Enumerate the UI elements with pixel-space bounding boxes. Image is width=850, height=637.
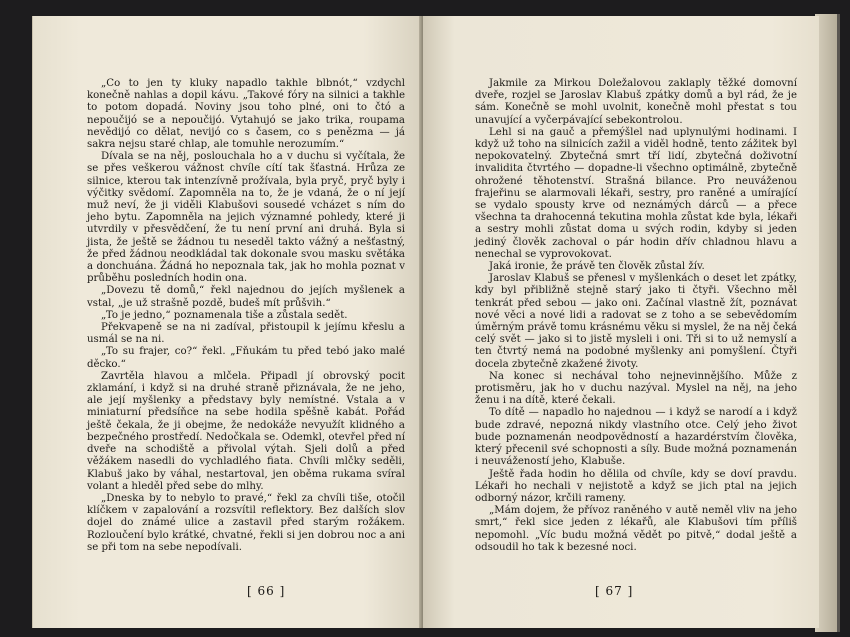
- page-number-left: [ 66 ]: [247, 584, 286, 598]
- paragraph: „To je jedno,“ poznamenala tiše a zůstala sedět.: [101, 309, 348, 321]
- paragraph: Jakmile za Mirkou Doležalovou zaklaply těžké domovní dveře, rozjel se Jaroslav Klabuš zpátky domů a byl rád, že je sám. Konečně se mohl uvolnit, konečně mohl přestat s tou unavující a vyčerpávající sebekontrolou.: [475, 78, 797, 126]
- right-page-text: [475, 78, 797, 554]
- paragraph: Lehl si na gauč a přemýšlel nad uplynulými hodinami. I když už toho na silnicích zažil a viděl hodně, tento zážitek byl nepokovatelný. Zbytečná smrt tří lidí, zbytečná doživotní invalidita čtvrtého — dopadne-li všechno optimálně, zbytečně ohrožené těhotenství. Strašná bilance. Pro neuváženou frajeřinu se alarmovali lékaři, sestry, pro raněné a umírající se vydalo spousty krve od neznámých dárců — a přece všechna ta drahocenná tekutina mohla zůstat kde byla, lékaři a sestry mohli zůstat doma u svých rodin, kdyby si jeden jediný člověk zachoval o pár hodin dřív chladnou hlavu a nenechal se vyprovokovat.: [475, 126, 797, 260]
- paragraph: „Mám dojem, že přívoz raněného v autě neměl vliv na jeho smrt,“ řekl sice jeden z lékařů, ale Klabušovi tím příliš nepomohl. „Víc budu možná vědět po pitvě,“ dodal ještě a odsoudil ho tak k bezesné noci.: [475, 505, 797, 553]
- paragraph: Jaroslav Klabuš se přenesl v myšlenkách o deset let zpátky, kdy byl přibližně stejně starý jako ti čtyři. Všechno měl tenkrát před sebou — jako oni. Začínal vlastně žít, poznávat nové věci a nové lidi a radovat se z toho a se sebevědomím úměrným právě tomu krásnému věku si myslel, že na něj čeká celý svět — jako si to jistě mysleli i oni. Tři si to už nemyslí a ten čtvrtý nemá na podobné myšlenky ani pomyšlení. Čtyři docela zbytečně zkažené životy.: [475, 273, 797, 370]
- page-number-right: [ 67 ]: [595, 584, 634, 598]
- paragraph: Jaká ironie, že právě ten člověk zůstal žív.: [489, 261, 705, 273]
- paragraph: „Co to jen ty kluky napadlo takhle blbnót,“ vzdychl konečně nahlas a dopil kávu. „Takové fóry na silnici a takhle to potom dopadá. Noviny jsou toho plné, oni to čtó a nepoučijó se a nepoučijó. Vytahujó se jako trika, roupama nevědijó co dělat, nevijó co s časem, co s penězma — já sakra nejsu staré chlap, ale tomuhle nerozumím.“: [87, 78, 405, 151]
- left-page-text: [87, 78, 405, 554]
- paragraph: Překvapeně se na ni zadíval, přistoupil k jejímu křeslu a usmál se na ni.: [87, 322, 405, 346]
- paragraph: Dívala se na něj, poslouchala ho a v duchu si vyčítala, že se přes veškerou vážnost chvíle cítí tak šťastná. Hrůza ze silnice, kterou tak intenzívně prožívala, byla pryč, pryč byly i výčitky svědomí. Zapomněla na to, že je vdaná, že o ní její muž neví, že ji viděli Klabušovi sousedé vcházet s ním do jeho bytu. Zapomněla na jejich významné pohledy, které ji utvrdily v přesvědčení, že tu není první ani druhá. Byla si jista, že ještě se žádnou tu neseděl takto vážný a nešťastný, že před žádnou neodkládal tak dokonale svou masku světáka a donchuána. Žádná ho nepoznala tak, jak ho mohla poznat v průběhu posledních hodin ona.: [87, 151, 405, 285]
- paragraph: Na konec si nechával toho nejnevinnějšího. Může z protisměru, jak ho v duchu nazýval. Myslel na něj, na jeho ženu i na dítě, které čekali.: [475, 370, 797, 407]
- right-page: [423, 16, 819, 628]
- paragraph: „Dovezu tě domů,“ řekl najednou do jejích myšlenek a vstal, „je už strašně pozdě, budeš mít průšvih.“: [87, 285, 405, 309]
- left-page: [32, 16, 422, 628]
- paragraph: Ještě řada hodin ho dělila od chvíle, kdy se doví pravdu. Lékaři ho nechali v nejistotě a když se jich ptal na jejich odborný názor, krčili rameny.: [475, 468, 797, 504]
- paragraph: „Dneska by to nebylo to pravé,“ řekl za chvíli tiše, otočil klíčkem v zapalování a rozsvítil reflektory. Bez dalších slov dojel do známé ulice a zastavil před starým rožákem. Rozloučení bylo krátké, chvatné, řekli si jen dobrou noc a ani se při tom na sebe nepodívali.: [87, 492, 405, 553]
- paragraph: To dítě — napadlo ho najednou — i když se narodí a i když bude zdravé, nepozná nikdy vlastního otce. Celý jeho život bude poznamenán neodpovědností a hazardérstvím člověka, který přecenil své schopnosti a síly. Bude možná poznamenán i neuvážeností jeho, Klabuše.: [475, 407, 797, 468]
- paragraph: Zavrtěla hlavou a mlčela. Připadl jí obrovský pocit zklamání, i když si na druhé straně přiznávala, že ne jeho, ale její myšlenky a představy byly nemístné. Vstala a v miniaturní předsíňce na sebe hodila spěšně kabát. Pořád ještě čekala, že ji obejme, že nedokáže nevyužít klidného a bezpečného prostředí. Nedočkala se. Odemkl, otevřel před ní dveře na schodiště a přivolal výtah. Sjeli dolů a před věžákem nasedli do vychladlého fiata. Chvíli mlčky seděli, Klabuš jako by váhal, nestartoval, jen oběma rukama svíral volant a hleděl před sebe do mlhy.: [87, 370, 405, 492]
- paragraph: „To su frajer, co?“ řekl. „Fňukám tu před tebó jako malé děcko.“: [87, 346, 405, 370]
